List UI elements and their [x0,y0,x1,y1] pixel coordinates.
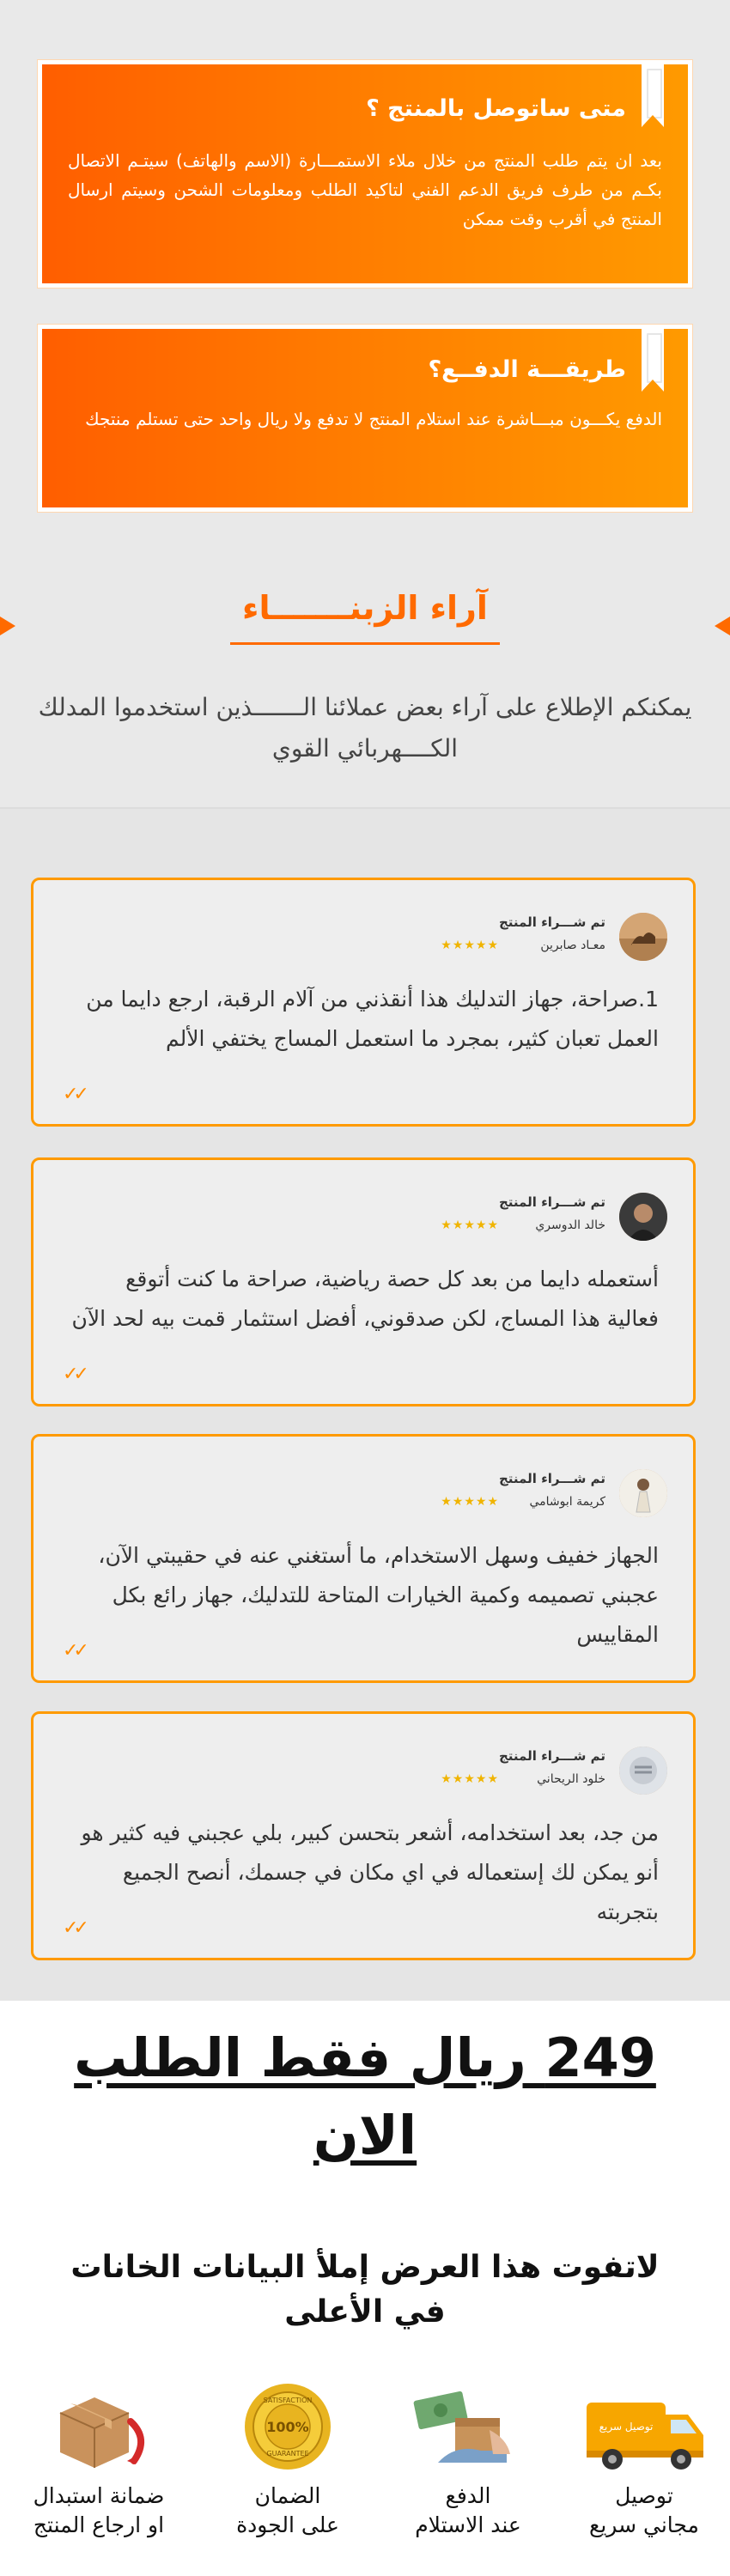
reviews-title: آراء الزبنـــــــاء [242,589,488,627]
offer-text: لاتفوت هذا العرض إملأ البيانات الخانات [70,2250,660,2285]
star-rating: ★★★★★ [441,1495,499,1509]
double-check-icon: ✓✓ [63,1364,84,1385]
review-card [31,1434,696,1683]
purchased-label: تم شـــراء المنتج [499,1748,605,1764]
review-card [31,1157,696,1406]
review-text: من جد، بعد استخدامه، أشعر بتحسن كبير، بلي عجبني فيه كثير هو أنو يمكن لك إستعماله في اي مكان في جسمك، أنصح الجميع بتجربته [81,1820,659,1924]
double-check-icon: ✓✓ [63,1640,84,1662]
reviews-subtitle: يمكنكم الإطلاع على آراء بعض عملائنا الـــــــذين استخدموا المدلك الكــــهربائي القوي [38,693,692,762]
double-check-icon: ✓✓ [63,1917,84,1939]
reviewer-name: خلود الريحاني [537,1772,605,1786]
bookmark-ribbon-icon [642,325,664,392]
review-card [31,1711,696,1960]
bookmark-ribbon-icon [642,60,664,127]
delivery-van-icon [580,2379,709,2482]
van-label: توصيل سريع [599,2421,654,2433]
guarantee-percent: 100% [266,2419,309,2435]
avatar [619,1193,667,1241]
avatar [619,1747,667,1795]
feature-subtitle: او ارجاع المنتج [33,2512,165,2537]
payment-info-card [38,325,692,512]
feature-subtitle: على الجودة [236,2512,339,2537]
purchased-label: تم شـــراء المنتج [499,1194,605,1210]
star-rating: ★★★★★ [441,939,499,952]
feature-quality-guarantee [206,2379,369,2540]
feature-title: الضمان [254,2483,321,2508]
avatar [619,1469,667,1517]
section-divider [0,807,730,809]
purchased-label: تم شـــراء المنتج [499,914,605,930]
reviewer-name: خالد الدوسري [535,1218,605,1232]
double-check-icon: ✓✓ [63,1084,84,1105]
review-text: الجهاز خفيف وسهل الاستخدام، ما أستغني عنه في حقيبتي الآن، عجبني تصميمه وكمية الخيارات المتاحة للتدليك، جهاز رائع بكل المقاييس [98,1543,659,1647]
avatar [619,913,667,961]
delivery-info-card [38,60,692,288]
reviews-title-underline [230,642,500,645]
payment-info-title: طريقـــة الدفــع؟ [428,356,626,383]
reviewer-name: كريمة ابوشامي [529,1495,605,1509]
satisfaction-guarantee-icon [223,2379,352,2482]
feature-return-exchange [17,2379,180,2540]
return-box-icon [34,2379,163,2482]
purchased-label: تم شـــراء المنتج [499,1471,605,1486]
feature-subtitle: مجاني سريع [589,2512,699,2537]
payment-info-body: الدفع يكـــون مبـــاشرة عند استلام المنتج لا تدفع ولا ريال واحد حتى تستلم منتجك [85,409,662,429]
delivery-info-body: بعد ان يتم طلب المنتج من خلال ملاء الاستمـــارة (الاسم والهاتف) سيتـم الاتصال بكـم من طرف فريق الدعم الفني لتاكيد الطلب ومعلومات الشحن وسيتم ارسال المنتج في أقرب وقت ممكن [68,150,662,229]
feature-title: الدفع [445,2483,491,2508]
guarantee-top-text: SATISFACTION [263,2397,313,2404]
feature-cash-on-delivery [386,2379,550,2540]
review-text: أستعمله دايما من بعد كل حصة رياضية، صراحة ما كنت أتوقع فعالية هذا المساج، لكن صدقوني، أفضل استثمار قمت بيه لحد الآن [71,1267,659,1331]
feature-subtitle: عند الاستلام [415,2512,521,2537]
feature-free-delivery [563,2379,726,2540]
review-card [31,878,696,1127]
review-text: 1.صراحة، جهاز التدليك هذا أنقذني من آلام الرقبة، ارجع دايما من العمل تعبان كثير، بمجرد ما استعمل المساج يختفي الألم [86,987,659,1051]
guarantee-bottom-text: GUARANTEE [266,2450,309,2458]
offer-text-2: في الأعلى [284,2294,446,2330]
cash-on-delivery-icon [404,2379,532,2482]
delivery-info-title: متى ساتوصل بالمنتج ؟ [366,95,626,122]
price-headline-now: الان [313,2104,417,2166]
price-headline: 249 ريال فقط الطلب [74,2026,656,2089]
star-rating: ★★★★★ [441,1218,499,1232]
feature-title: ضمانة استبدال [33,2483,165,2508]
star-rating: ★★★★★ [441,1772,499,1786]
reviewer-name: معـاد صابرين [540,939,605,952]
feature-title: توصيل [615,2483,673,2508]
